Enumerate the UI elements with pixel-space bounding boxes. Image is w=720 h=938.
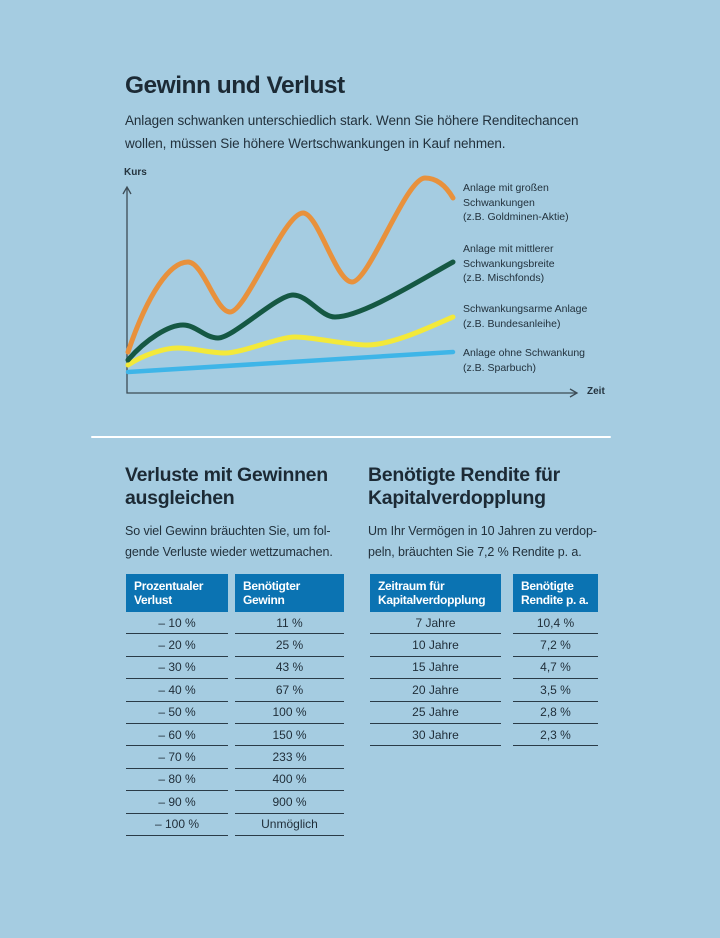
series-medium-volatility-line xyxy=(128,262,453,360)
header-cell-required-return: Benötigte Rendite p. a. xyxy=(513,574,598,612)
header-cell-timeframe: Zeitraum für Kapitalverdopplung xyxy=(370,574,501,612)
header-cell-gain: Benötigter Gewinn xyxy=(235,574,344,612)
legend-medium-volatility: Anlage mit mittlerer Schwankungsbreite (z.B. Mischfonds) xyxy=(463,243,555,284)
loss-gain-table-header xyxy=(126,574,344,612)
left-section-subtitle: So viel Gewinn bräuchten Sie, um fol- gende Verluste wieder wettzumachen. xyxy=(125,524,333,559)
header-cell-loss: Prozentualer Verlust xyxy=(126,574,228,612)
right-section-title: Benötigte Rendite für Kapitalverdopplung xyxy=(368,464,560,509)
intro-line-1: Anlagen schwanken unterschiedlich stark. Wenn Sie höhere Renditechancen xyxy=(125,113,579,128)
legend-no-fluctuation: Anlage ohne Schwankung (z.B. Sparbuch) xyxy=(463,347,586,374)
intro-line-2: wollen, müssen Sie höhere Wertschwankungen in Kauf nehmen. xyxy=(125,135,506,151)
x-axis-label: Zeit xyxy=(587,386,605,397)
page-title: Gewinn und Verlust xyxy=(125,72,345,99)
right-section-subtitle: Um Ihr Vermögen in 10 Jahren zu verdop- peln, bräuchten Sie 7,2 % Rendite p. a. xyxy=(368,524,597,559)
capital-doubling-table-header xyxy=(370,574,598,612)
left-section-title: Verluste mit Gewinnen ausgleichen xyxy=(125,464,328,509)
section-divider xyxy=(91,436,611,438)
legend-low-volatility: Schwankungsarme Anlage (z.B. Bundesanleihe) xyxy=(463,303,588,330)
intro-text xyxy=(125,110,578,155)
capital-doubling-table-body: 7 Jahre 10,4 % 10 Jahre 7,2 % 15 Jahre 4,7 % 20 Jahre 3,5 % 25 Jahre 2,8 % 30 Jahre 2,3 % xyxy=(370,612,598,746)
loss-gain-table-body: – 10 % 11 % – 20 % 25 % – 30 % 43 % – 40 % 67 % – 50 % 100 % – 60 % 150 % – 70 % 233 % – 80 % 400 % – 90 % 900 % – 100 % Unmöglich xyxy=(126,612,344,836)
legend-high-volatility: Anlage mit großen Schwankungen (z.B. Goldminen-Aktie) xyxy=(463,182,569,223)
series-no-fluctuation-line xyxy=(128,352,453,372)
loss-gain-table xyxy=(126,574,344,836)
capital-doubling-table xyxy=(370,574,598,746)
y-axis-label: Kurs xyxy=(124,167,147,178)
